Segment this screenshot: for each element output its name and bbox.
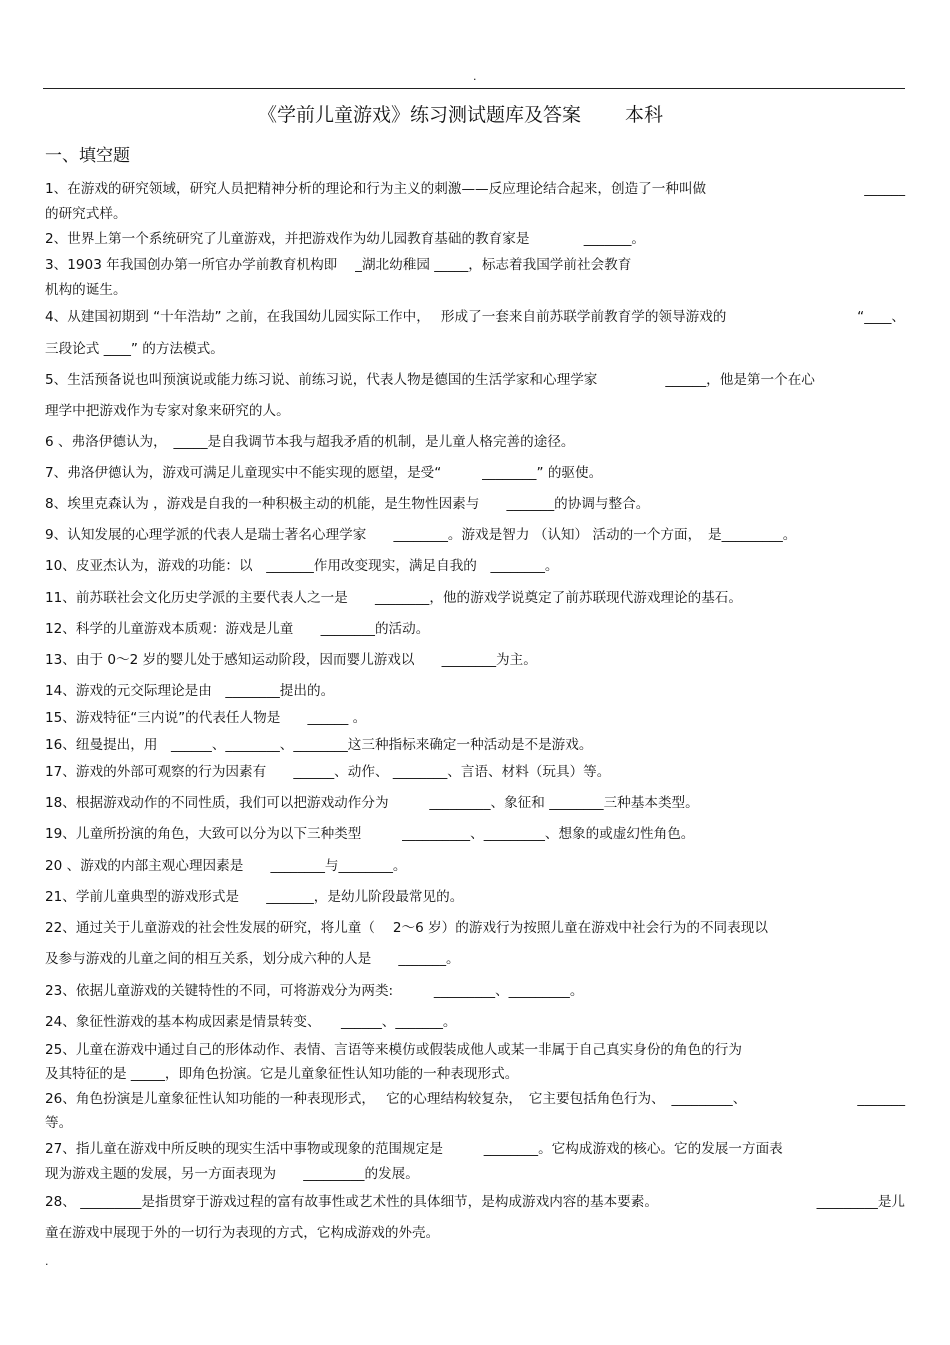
question-line: 24、象征性游戏的基本构成因素是情景转变、 ______、_______。 xyxy=(45,1014,457,1030)
question-line: 17、游戏的外部可观察的行为因素有 ______、动作、 ________、言语、材料（玩具）等。 xyxy=(45,764,611,780)
answer-blank: “____、 xyxy=(857,309,905,325)
question-line: 25、儿童在游戏中通过自己的形体动作、表情、言语等来模仿或假装成他人或某一非属于自己真实身份的角色的行为 xyxy=(45,1042,742,1058)
answer-blank: _________是儿 xyxy=(816,1194,905,1210)
question-line: 8、埃里克森认为 ，游戏是自我的一种积极主动的机能，是生物性因素与 _______的协调与整合。 xyxy=(45,496,650,512)
question-line: 6 、弗洛伊德认为， _____是自我调节本我与超我矛盾的机制，是儿童人格完善的途径。 xyxy=(45,434,575,450)
question-line: 14、游戏的元交际理论是由 ________提出的。 xyxy=(45,683,335,699)
question-line: 2、世界上第一个系统研究了儿童游戏，并把游戏作为幼儿园教育基础的教育家是 _______。 xyxy=(45,231,645,247)
question-line: 18、根据游戏动作的不同性质，我们可以把游戏动作分为 _________、象征和 ________三种基本类型。 xyxy=(45,795,699,811)
question-line: 及其特征的是 _____，即角色扮演。它是儿童象征性认知功能的一种表现形式。 xyxy=(45,1066,519,1082)
question-line: 11、前苏联社会文化历史学派的主要代表人之一是 ________，他的游戏学说奠定了前苏联现代游戏理论的基石。 xyxy=(45,590,742,606)
question-line: 16、纽曼提出，用 ______、________、________这三种指标来确定一种活动是不是游戏。 xyxy=(45,737,593,753)
question-line: 3、1903 年我国创办第一所官办学前教育机构即 _湖北幼稚园 _____，标志着我国学前社会教育 xyxy=(45,257,632,273)
question-line: 现为游戏主题的发展，另一方面表现为 _________的发展。 xyxy=(45,1166,419,1182)
question-line: 21、学前儿童典型的游戏形式是 _______，是幼儿阶段最常见的。 xyxy=(45,889,464,905)
title-text: 《学前儿童游戏》练习测试题库及答案 xyxy=(258,104,582,126)
question-line: 机构的诞生。 xyxy=(45,282,127,298)
answer-blank: ______ xyxy=(864,181,905,197)
question-line: 童在游戏中展现于外的一切行为表现的方式，它构成游戏的外壳。 xyxy=(45,1225,440,1241)
title-suffix: 本科 xyxy=(625,104,664,126)
question-line: 及参与游戏的儿童之间的相互关系，划分成六种的人是 _______。 xyxy=(45,951,460,967)
question-line: 5、生活预备说也叫预演说或能力练习说、前练习说，代表人物是德国的生活学家和心理学家 ______，他是第一个在心 xyxy=(45,372,815,388)
question-line: 22、通过关于儿童游戏的社会性发展的研究，将儿童（ 2～6 岁）的游戏行为按照儿童在游戏中社会行为的不同表现以 xyxy=(45,920,768,936)
question-line: 27、指儿童在游戏中所反映的现实生活中事物或现象的范围规定是 ________。它构成游戏的核心。它的发展一方面表 xyxy=(45,1141,783,1157)
question-line: 13、由于 0～2 岁的婴儿处于感知运动阶段，因而婴儿游戏以 ________为主。 xyxy=(45,652,537,668)
question-line: 三段论式 ____” 的方法模式。 xyxy=(45,341,224,357)
question-line: 的研究式样。 xyxy=(45,206,127,222)
answer-blank: _______ xyxy=(857,1091,905,1107)
page-title xyxy=(258,100,663,127)
header-dot: . xyxy=(473,70,477,83)
question-line: 19、儿童所扮演的角色，大致可以分为以下三种类型 __________、_________、想象的或虚幻性角色。 xyxy=(45,826,695,842)
header-rule xyxy=(43,88,905,89)
question-line: 4、从建国初期到 “十年浩劫” 之前，在我国幼儿园实际工作中， 形成了一套来自前苏联学前教育学的领导游戏的 xyxy=(45,309,727,325)
question-line: 23、依据儿童游戏的关键特性的不同，可将游戏分为两类: _________、_________。 xyxy=(45,983,584,999)
question-line: 15、游戏特征“三内说”的代表任人物是 ______ 。 xyxy=(45,710,367,726)
section-heading: 一、填空题 xyxy=(45,146,130,166)
question-line: 20 、游戏的内部主观心理因素是 ________与________。 xyxy=(45,858,407,874)
question-line: 10、皮亚杰认为，游戏的功能：以 _______作用改变现实，满足自我的 ________。 xyxy=(45,558,559,574)
footer-dot: . xyxy=(45,1255,49,1268)
question-line: 理学中把游戏作为专家对象来研究的人。 xyxy=(45,403,290,419)
question-line: 26、角色扮演是儿童象征性认知功能的一种表现形式， 它的心理结构较复杂， 它主要包括角色行为、 _________、 xyxy=(45,1091,747,1107)
question-line: 1、在游戏的研究领域，研究人员把精神分析的理论和行为主义的刺激——反应理论结合起来，创造了一种叫做 xyxy=(45,181,707,197)
question-line: 28、 _________是指贯穿于游戏过程的富有故事性或艺术性的具体细节，是构成游戏内容的基本要素。 xyxy=(45,1194,658,1210)
question-line: 9、认知发展的心理学派的代表人是瑞士著名心理学家 ________。游戏是智力 （认知） 活动的一个方面， 是_________。 xyxy=(45,527,797,543)
question-line: 7、弗洛伊德认为，游戏可满足儿童现实中不能实现的愿望，是受“ ________” 的驱使。 xyxy=(45,465,603,481)
question-line: 12、科学的儿童游戏本质观：游戏是儿童 ________的活动。 xyxy=(45,621,430,637)
question-line: 等。 xyxy=(45,1115,73,1131)
